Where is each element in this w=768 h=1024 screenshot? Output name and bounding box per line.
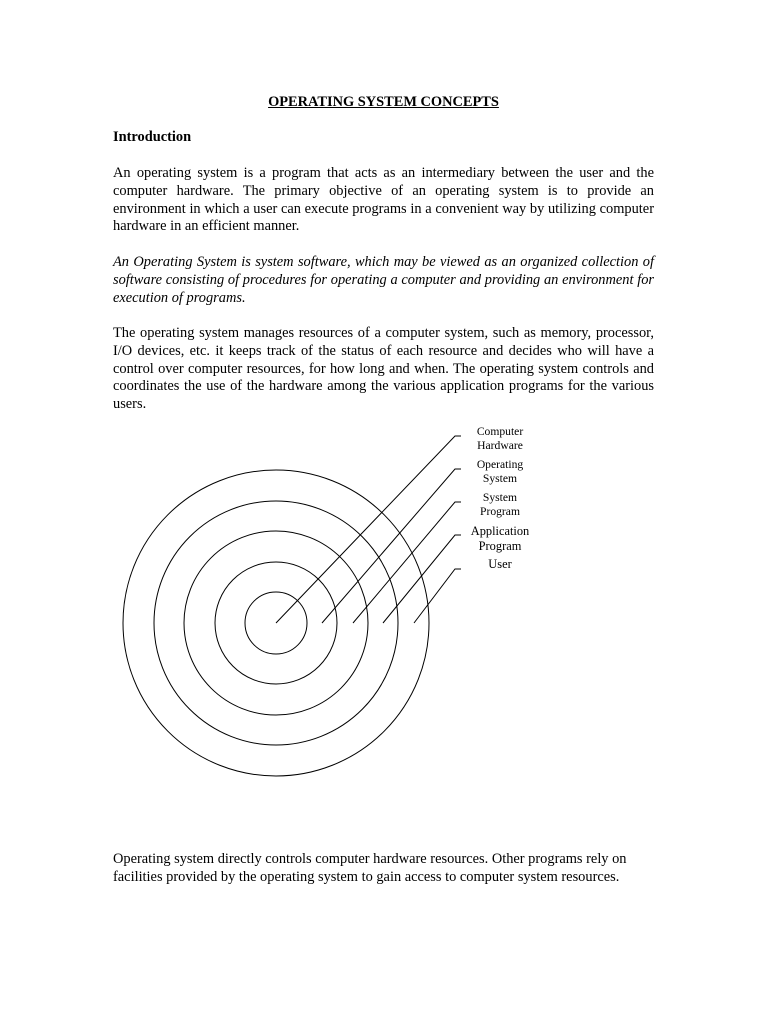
label-line: Program <box>480 504 520 518</box>
label-computer-hardware <box>455 425 545 452</box>
section-heading-introduction: Introduction <box>113 129 192 145</box>
label-system-program <box>455 491 545 518</box>
label-line: Program <box>478 538 522 553</box>
label-line: Operating <box>476 458 524 471</box>
leader-operating-system <box>322 469 461 623</box>
label-line: Computer <box>476 425 524 438</box>
label-line: User <box>488 557 512 571</box>
leader-system-program <box>353 502 461 623</box>
os-layers-diagram <box>113 418 553 780</box>
label-application-program <box>455 524 545 553</box>
label-line: Hardware <box>477 438 523 452</box>
document-title: OPERATING SYSTEM CONCEPTS <box>268 94 499 110</box>
label-user <box>455 558 545 572</box>
label-line: System <box>482 471 518 485</box>
paragraph-resource-management: The operating system manages resources of a computer system, such as memory, processor, I/O devices, etc. it keeps track of the status of each resource and decides who will have a control over computer resources, for how long and when. The operating system controls and coordinates the use of the hardware among the various application programs for the various users. <box>113 325 654 413</box>
paragraph-italic-definition: An Operating System is system software, which may be viewed as an organized collection of software consisting of procedures for operating a computer and providing an environment for execution of programs. <box>113 254 654 306</box>
leader-computer-hardware <box>276 436 461 623</box>
label-line: System <box>482 491 518 504</box>
paragraph-closing: Operating system directly controls computer hardware resources. Other programs rely on facilities provided by the operating system to gain access to computer system resources. <box>113 851 627 885</box>
paragraph-definition: An operating system is a program that acts as an intermediary between the user and the computer hardware. The primary objective of an operating system is to provide an environment in which a user can execute programs in a convenient way by utilizing computer hardware in an efficient manner. <box>113 165 654 235</box>
label-line: Application <box>470 524 530 538</box>
label-operating-system <box>455 458 545 485</box>
leader-application-program <box>383 535 461 623</box>
